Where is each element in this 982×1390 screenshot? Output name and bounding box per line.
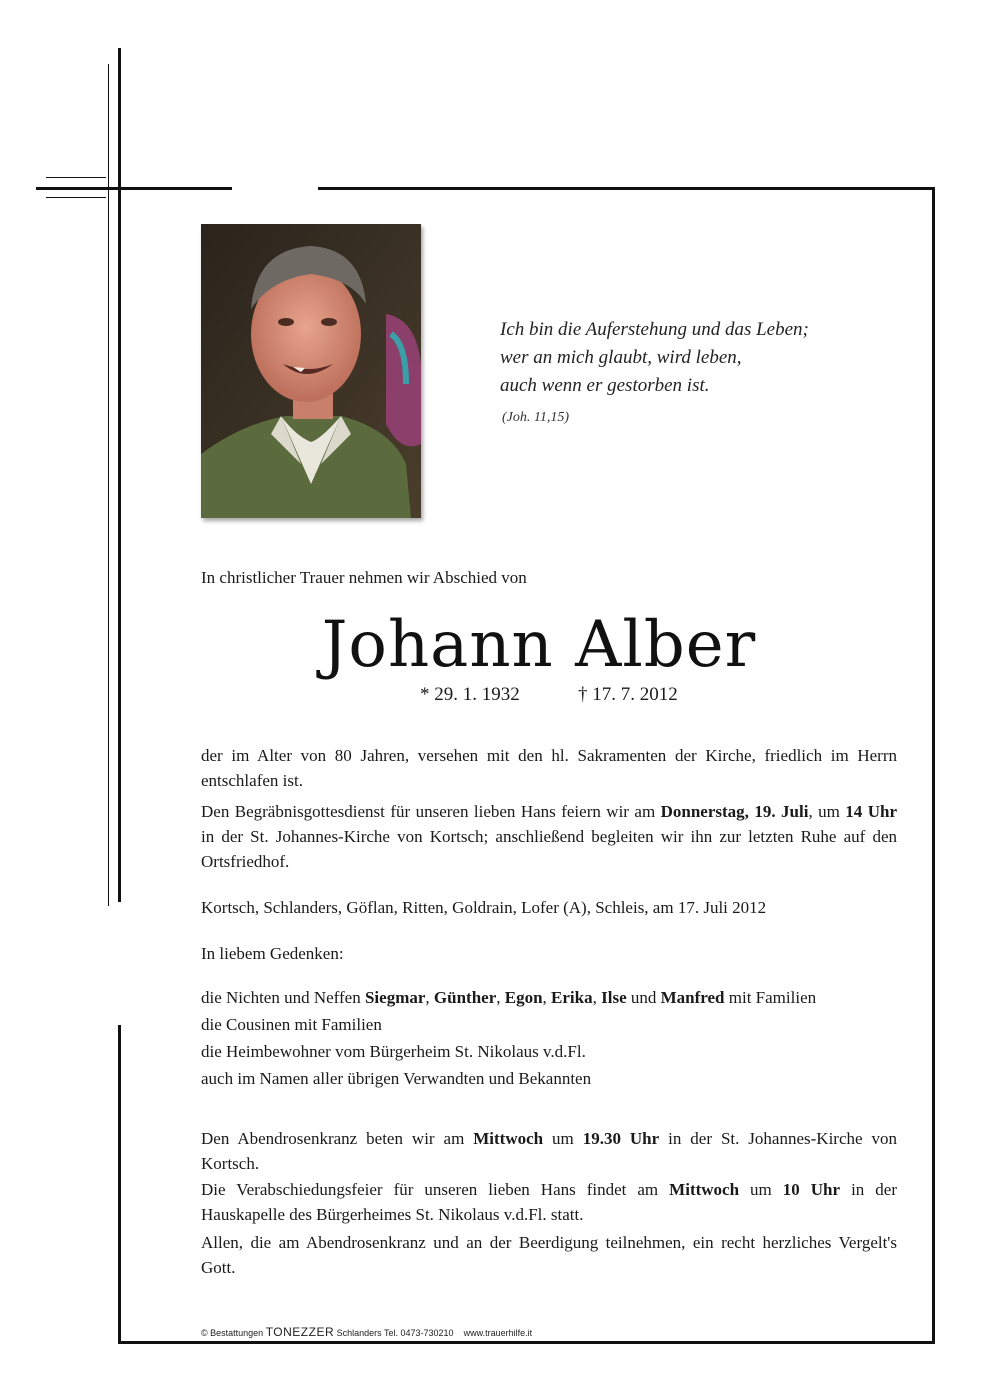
mourner-name: Erika: [551, 988, 593, 1007]
frame-top: [318, 187, 935, 190]
rosary-time: 19.30 Uhr: [582, 1129, 660, 1148]
frame-bottom: [118, 1341, 935, 1344]
text-span: in der Hauskapelle des Bürgerheimes St. Nikolaus v.d.Fl. statt.: [201, 1180, 897, 1224]
cross-horizontal-main: [36, 187, 232, 190]
paragraph-farewell: [201, 1177, 897, 1227]
funeral-day: Donnerstag, 19. Juli: [660, 802, 809, 821]
text-span: , um: [808, 802, 846, 821]
farewell-time: 10 Uhr: [782, 1180, 841, 1199]
portrait-photo: [201, 224, 421, 518]
brand-name: TONEZZER: [265, 1325, 335, 1339]
text-span: in der St. Johannes-Kirche von Kortsch; anschließend begleiten wir ihn zur letzten Ruhe auf den Ortsfriedhof.: [201, 827, 897, 871]
farewell-day: Mittwoch: [669, 1180, 740, 1199]
mourner-name: Günther: [433, 988, 497, 1007]
text-span: um: [739, 1180, 783, 1199]
places-date-line: Kortsch, Schlanders, Göflan, Ritten, Goldrain, Lofer (A), Schleis, am 17. Juli 2012: [201, 898, 767, 917]
quote-line: auch wenn er gestorben ist.: [500, 375, 710, 396]
text-span: © Bestattungen: [201, 1328, 266, 1338]
text-span: Den Abendrosenkranz beten wir am: [201, 1129, 474, 1148]
mourner-name: Manfred: [660, 988, 725, 1007]
text-span: um: [543, 1129, 583, 1148]
text-span: Schlanders Tel. 0473-730210 www.trauerhilfe.it: [334, 1328, 533, 1338]
cross-vertical-main: [118, 48, 121, 902]
mourner-name: Ilse: [601, 988, 627, 1007]
quote-line: wer an mich glaubt, wird leben,: [500, 347, 742, 368]
funeral-time: 14 Uhr: [845, 802, 897, 821]
deceased-name: Johann Alber: [321, 608, 757, 682]
text-span: die Nichten und Neffen: [201, 988, 365, 1007]
frame-right: [932, 187, 935, 1344]
mourners-line-1: die Nichten und Neffen Siegmar, Günther, Egon, Erika, Ilse und Manfred mit Familien: [201, 988, 817, 1007]
frame-left-lower: [118, 1025, 121, 1344]
mourner-name: Siegmar: [364, 988, 426, 1007]
text-span: Den Begräbnisgottesdienst für unseren lieben Hans feiern wir am: [201, 802, 661, 821]
mourners-list: [201, 984, 897, 1092]
quote-line: Ich bin die Auferstehung und das Leben;: [500, 319, 809, 340]
portrait-illustration: [201, 224, 421, 518]
mourner-name: Egon: [504, 988, 543, 1007]
footer-credit: [201, 1325, 532, 1339]
paragraph-thanks: Allen, die am Abendrosenkranz und an der Beerdigung teilnehmen, ein recht herzliches Vergelt's Gott.: [201, 1233, 897, 1277]
text-span: Die Verabschiedungsfeier für unseren lieben Hans findet am: [201, 1180, 670, 1199]
paragraph-passing: der im Alter von 80 Jahren, versehen mit den hl. Sakramenten der Kirche, friedlich im Herrn entschlafen ist.: [201, 746, 897, 790]
text-span: in der St. Johannes-Kirche von Kortsch.: [201, 1129, 897, 1173]
paragraph-funeral: [201, 799, 897, 874]
bible-quote: [500, 316, 809, 400]
paragraph-rosary: [201, 1126, 897, 1176]
text-span: mit Familien: [724, 988, 817, 1007]
birth-date: * 29. 1. 1932: [420, 684, 520, 705]
death-date: † 17. 7. 2012: [578, 684, 678, 705]
mourners-line-2: die Cousinen mit Familien: [201, 1015, 382, 1034]
mourners-line-3: die Heimbewohner vom Bürgerheim St. Nikolaus v.d.Fl.: [201, 1042, 586, 1061]
cross-horizontal-thin-2: [46, 197, 106, 198]
mourners-line-4: auch im Namen aller übrigen Verwandten und Bekannten: [201, 1069, 592, 1088]
text-span: und: [626, 988, 661, 1007]
intro-text: In christlicher Trauer nehmen wir Abschied von: [201, 568, 527, 587]
cross-horizontal-thin: [46, 177, 106, 178]
rosary-day: Mittwoch: [473, 1129, 544, 1148]
cross-vertical-thin: [108, 64, 109, 906]
quote-reference: (Joh. 11,15): [502, 410, 569, 425]
memory-heading: In liebem Gedenken:: [201, 944, 344, 963]
